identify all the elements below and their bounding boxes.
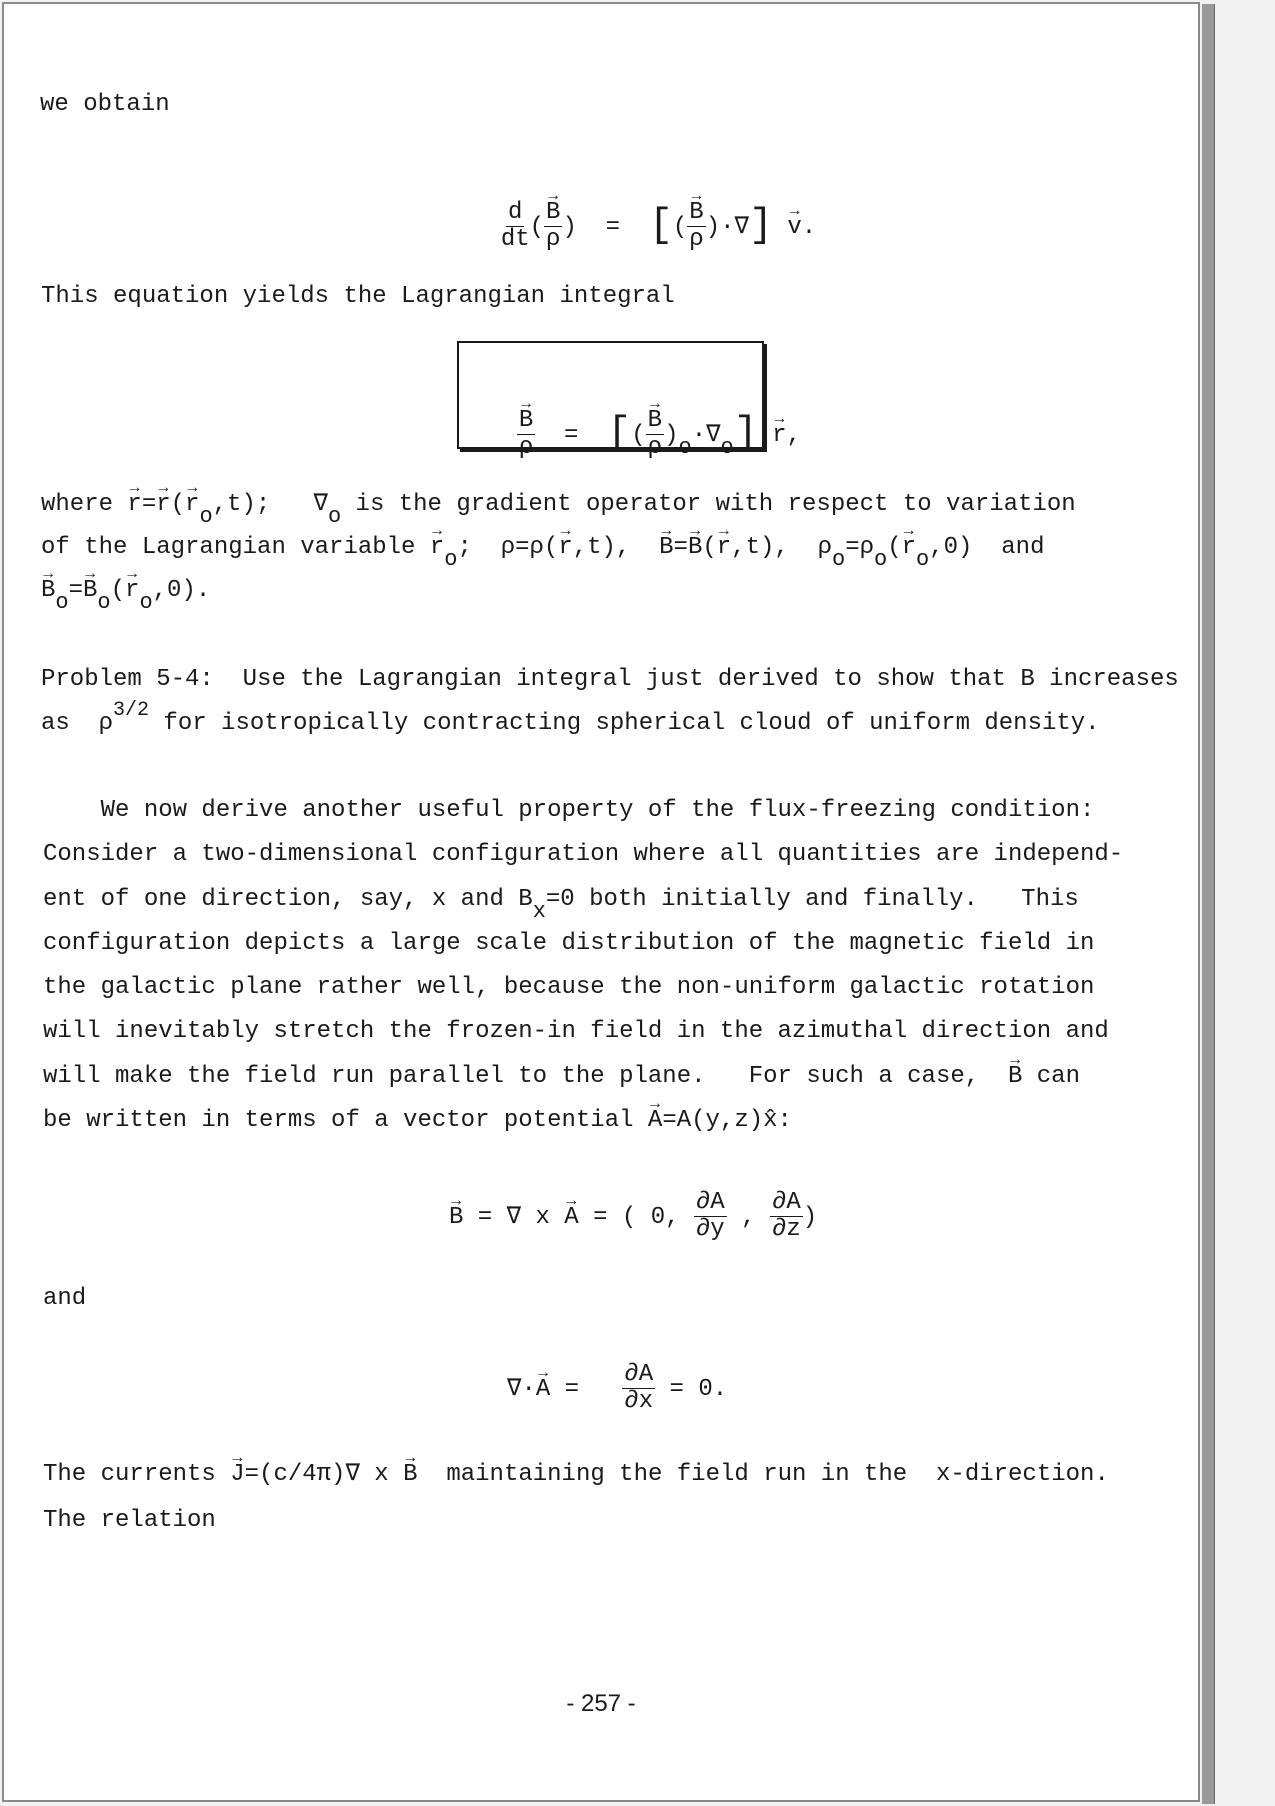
paragraph-line: configuration depicts a large scale distribution of the magnetic field in <box>43 930 1095 957</box>
paragraph-line: will make the field run parallel to the plane. For such a case, → B can <box>43 1062 1080 1092</box>
problem-line-1: Problem 5-4: Use the Lagrangian integral just derived to show that B increases <box>41 666 1179 693</box>
text-line: The relation <box>43 1507 216 1534</box>
paragraph-line: be written in terms of a vector potential → A=A(y,z)x̂: <box>43 1106 792 1136</box>
equation-4: ∇·→ A = $\frac{\partial A}{\partial x}$ = 0. <box>507 1362 727 1415</box>
paragraph-line: ent of one direction, say, x and Bx=0 both initially and finally. This <box>43 886 1079 924</box>
text-line: and <box>43 1285 87 1312</box>
lagrangian-integral: → $\frac{B}{\rho}$ = [( → $\frac{B}{\rho}$ )o·∇o] → r, <box>488 368 801 461</box>
text-line: This equation yields the Lagrangian integral <box>41 283 675 310</box>
page-edge <box>1202 4 1215 1804</box>
bo-line: → Bo=→ Bo(→ ro,0). <box>41 576 210 606</box>
paragraph-line: will inevitably stretch the frozen-in field in the azimuthal direction and <box>43 1018 1109 1045</box>
equation-1: $\frac{d}{dt}$ ( → $\frac{B}{\rho}$ ) = [( → $\frac{B}{\rho}$ )·∇] → v. <box>472 160 816 253</box>
paragraph-line: Consider a two-dimensional configuration where all quantities are independ- <box>43 841 1124 868</box>
paragraph-line: We now derive another useful property of the flux-freezing condition: <box>43 797 1095 824</box>
problem-line-2: as $\rho^{3/2}$ for isotropically contracting spherical cloud of uniform density. <box>41 699 1100 737</box>
paragraph-line: the galactic plane rather well, because the non-uniform galactic rotation <box>43 974 1095 1001</box>
text-line: we obtain <box>40 91 170 118</box>
of-line: of the Lagrangian variable → ro; ρ=ρ(→ r,t), → B=→ B(→ r,t), ρo=ρo(→ ro,0) and <box>41 533 1044 563</box>
equation-3: → B = ∇ x → A = ( 0, $\frac{\partial A}{\partial y}$ , $\frac{\partial A}{\partial z}$ ) <box>449 1190 817 1243</box>
where-line: where → r=→ r(→ ro,t); ∇o is the gradient operator with respect to variation <box>41 490 1076 520</box>
page-number: - 257 - <box>566 1690 636 1717</box>
currents-line: The currents → J=(c/4π)∇ x → B maintaining the field run in the x-direction. <box>43 1460 1109 1490</box>
